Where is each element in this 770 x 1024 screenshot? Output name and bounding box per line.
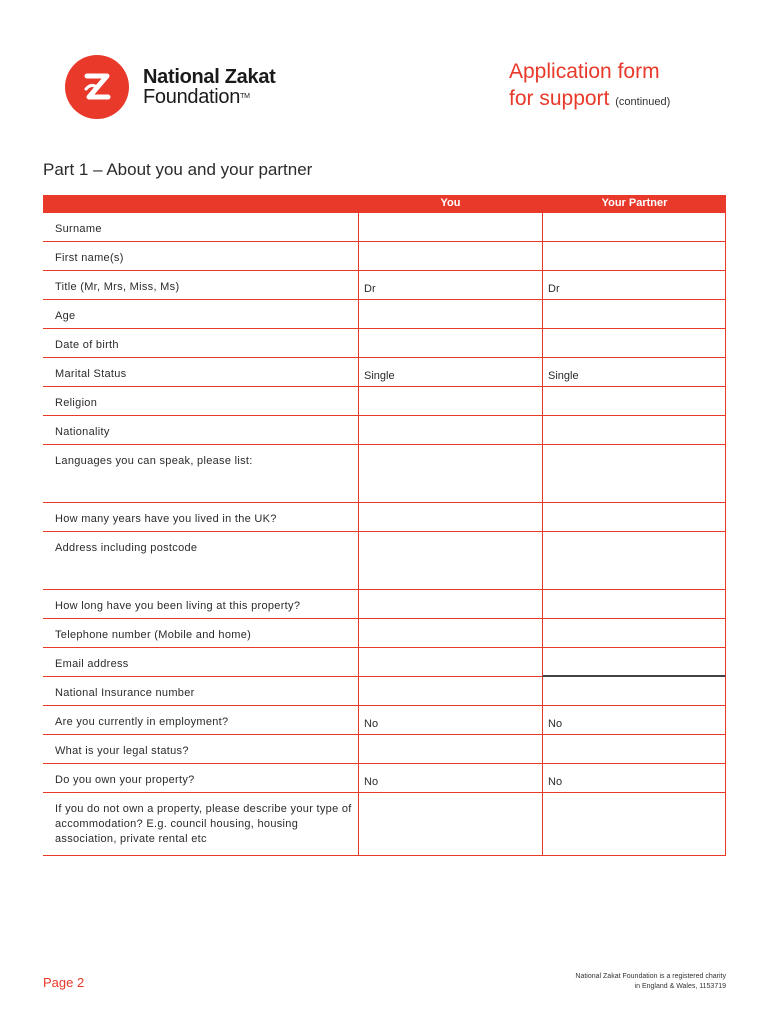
charity-note	[575, 972, 726, 992]
row-label: If you do not own a property, please describe your type of accommodation? E.g. council housing, housing association, private rental etc	[55, 803, 352, 845]
partner-input-field[interactable]	[542, 213, 726, 242]
form-row	[43, 793, 726, 856]
title-line2-text: for support	[509, 87, 610, 110]
partner-input-field[interactable]	[542, 706, 726, 735]
form-row	[43, 590, 726, 619]
row-label: How long have you been living at this property?	[55, 600, 301, 612]
partner-value: No	[548, 718, 563, 730]
you-input-field[interactable]	[358, 532, 543, 590]
form-row	[43, 416, 726, 445]
form-row	[43, 242, 726, 271]
row-label: Religion	[55, 397, 98, 409]
row-label: Languages you can speak, please list:	[55, 455, 253, 467]
charity-note-line2: in England & Wales, 1153719	[634, 983, 726, 990]
row-label: Title (Mr, Mrs, Miss, Ms)	[55, 281, 180, 293]
you-value: No	[364, 718, 379, 730]
partner-input-field[interactable]	[542, 445, 726, 503]
row-label: National Insurance number	[55, 687, 195, 699]
you-input-field[interactable]	[358, 358, 543, 387]
row-label: How many years have you lived in the UK?	[55, 513, 277, 525]
form-row	[43, 735, 726, 764]
you-input-field[interactable]	[358, 416, 543, 445]
you-input-field[interactable]	[358, 706, 543, 735]
part-title: Part 1 – About you and your partner	[43, 160, 313, 179]
you-value: No	[364, 776, 379, 788]
form-row	[43, 706, 726, 735]
row-label: Telephone number (Mobile and home)	[55, 629, 252, 641]
you-input-field[interactable]	[358, 445, 543, 503]
logo-name-line2-text: Foundation	[143, 86, 241, 108]
partner-input-field[interactable]	[542, 619, 726, 648]
application-title	[509, 58, 670, 116]
you-value: Single	[364, 370, 395, 382]
partner-input-field[interactable]	[542, 532, 726, 590]
partner-input-field[interactable]	[542, 387, 726, 416]
you-input-field[interactable]	[358, 764, 543, 793]
partner-input-field[interactable]	[542, 503, 726, 532]
partner-input-field[interactable]	[542, 648, 726, 677]
row-label: Do you own your property?	[55, 774, 195, 786]
row-label: Age	[55, 310, 76, 322]
page-number: Page 2	[43, 975, 85, 990]
title-line2	[509, 85, 670, 116]
partner-input-field[interactable]	[542, 416, 726, 445]
partner-value: Single	[548, 370, 579, 382]
you-input-field[interactable]	[358, 503, 543, 532]
row-label: Date of birth	[55, 339, 119, 351]
table-rows	[43, 213, 726, 856]
form-row	[43, 271, 726, 300]
form-row	[43, 503, 726, 532]
row-label: First name(s)	[55, 252, 124, 264]
you-input-field[interactable]	[358, 213, 543, 242]
form-row	[43, 300, 726, 329]
partner-input-field[interactable]	[542, 358, 726, 387]
row-label: Address including postcode	[55, 542, 198, 554]
partner-input-field[interactable]	[542, 242, 726, 271]
table-header	[43, 195, 726, 213]
partner-input-field[interactable]	[542, 271, 726, 300]
logo-name-line2	[143, 87, 276, 107]
partner-input-field[interactable]	[542, 300, 726, 329]
logo	[65, 55, 276, 119]
you-input-field[interactable]	[358, 619, 543, 648]
form-row	[43, 329, 726, 358]
column-header-you: You	[440, 197, 461, 209]
form-row	[43, 648, 726, 677]
partner-value: No	[548, 776, 563, 788]
charity-note-line1: National Zakat Foundation is a registered charity	[575, 973, 726, 980]
row-label: What is your legal status?	[55, 745, 189, 757]
you-input-field[interactable]	[358, 793, 543, 856]
form-row	[43, 445, 726, 503]
logo-name-line1: National Zakat	[143, 66, 276, 88]
you-input-field[interactable]	[358, 329, 543, 358]
form-row	[43, 532, 726, 590]
z-logo-icon	[65, 55, 129, 119]
row-label: Email address	[55, 658, 129, 670]
continued-label: (continued)	[615, 96, 671, 108]
form-row	[43, 764, 726, 793]
partner-input-field[interactable]	[542, 677, 726, 706]
you-input-field[interactable]	[358, 590, 543, 619]
you-input-field[interactable]	[358, 242, 543, 271]
partner-input-field[interactable]	[542, 764, 726, 793]
form-row	[43, 358, 726, 387]
you-input-field[interactable]	[358, 677, 543, 706]
partner-input-field[interactable]	[542, 590, 726, 619]
logo-text	[143, 67, 276, 107]
title-line1: Application form	[509, 60, 660, 83]
you-input-field[interactable]	[358, 735, 543, 764]
you-value: Dr	[364, 283, 376, 295]
form-row	[43, 387, 726, 416]
row-label: Are you currently in employment?	[55, 716, 229, 728]
form-row	[43, 213, 726, 242]
column-header-partner: Your Partner	[601, 197, 668, 209]
row-label: Marital Status	[55, 368, 127, 380]
form-row	[43, 619, 726, 648]
row-label: Nationality	[55, 426, 110, 438]
row-label: Surname	[55, 223, 102, 235]
you-input-field[interactable]	[358, 300, 543, 329]
partner-input-field[interactable]	[542, 735, 726, 764]
partner-input-field[interactable]	[542, 793, 726, 856]
partner-value: Dr	[548, 283, 560, 295]
you-input-field[interactable]	[358, 271, 543, 300]
you-input-field[interactable]	[358, 387, 543, 416]
trademark: TM	[240, 93, 250, 100]
applicant-form-table	[43, 195, 726, 856]
partner-input-field[interactable]	[542, 329, 726, 358]
you-input-field[interactable]	[358, 648, 543, 677]
form-row	[43, 677, 726, 706]
